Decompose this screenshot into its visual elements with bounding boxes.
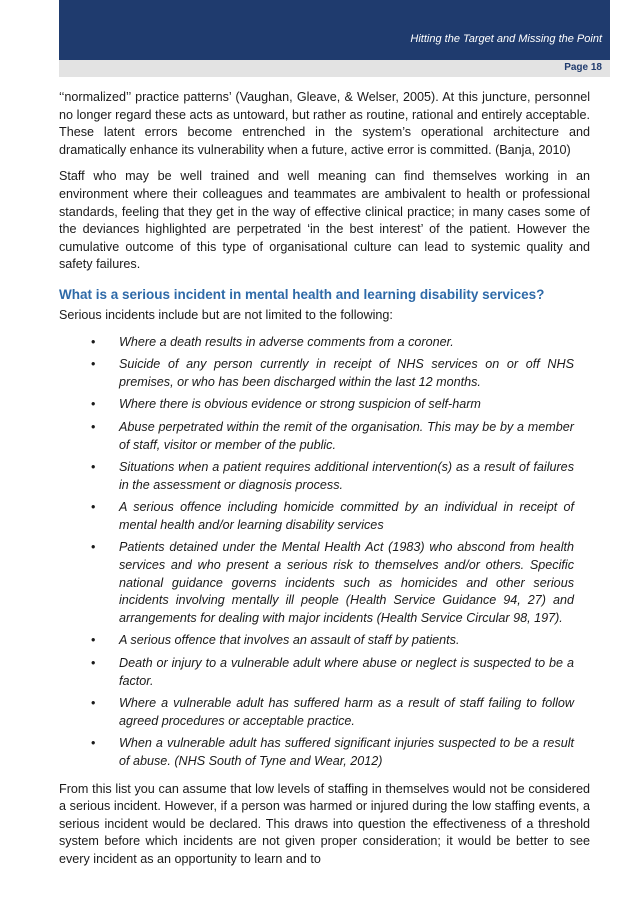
list-item-text: Patients detained under the Mental Health Act (1983) who abscond from health services and who present a serious risk to themselves and/or others. Specific national guidance governs incidents such as homicides and other serious incidents involving mentally ill people (Health Service Guidance 94, 27) and arrangements for dealing with major incidents (Health Service Circular 98, 197). (119, 540, 574, 625)
list-item-text: Where a vulnerable adult has suffered harm as a result of staff failing to follow agreed procedures or acceptable practice. (119, 696, 574, 728)
section-heading: What is a serious incident in mental health and learning disability services? (59, 286, 545, 302)
list-item (59, 419, 590, 454)
list-item (59, 655, 590, 690)
incident-list (59, 334, 590, 771)
list-item-text: Death or injury to a vulnerable adult where abuse or neglect is suspected to be a factor. (119, 656, 574, 688)
list-item-text: When a vulnerable adult has suffered significant injuries suspected to be a result of abuse. (NHS South of Tyne and Wear, 2012) (119, 736, 574, 768)
bullet-icon: • (91, 334, 96, 349)
list-item (59, 334, 590, 352)
list-item-text: Situations when a patient requires additional intervention(s) as a result of failures in the assessment or diagnosis process. (119, 460, 574, 492)
list-item (59, 356, 590, 391)
list-item-text: Where a death results in adverse comments from a coroner. (119, 334, 454, 349)
section-intro: Serious incidents include but are not limited to the following: (59, 307, 393, 322)
bullet-icon: • (91, 656, 96, 671)
page-content (59, 89, 590, 878)
list-item (59, 459, 590, 494)
list-item-text: Where there is obvious evidence or strong suspicion of self-harm (119, 397, 481, 412)
header-bar (59, 0, 610, 60)
page-number-bar (59, 60, 610, 77)
bullet-icon: • (91, 736, 96, 751)
paragraph: ‘‘normalized’’ practice patterns’ (Vaughan, Gleave, & Welser, 2005). At this juncture, personnel no longer regard these acts as untoward, but rather as routine, rational and entirely acceptable. These latent errors become entrenched in the system’s operational architecture and dramatically enhance its vulnerability when a future, active error is committed. (Banja, 2010) (59, 90, 590, 157)
page-number: Page 18 (564, 62, 602, 73)
list-item (59, 735, 590, 770)
list-item-text: A serious offence including homicide committed by an individual in receipt of mental health and/or learning disability services (119, 500, 574, 532)
list-item (59, 695, 590, 730)
document-title: Hitting the Target and Missing the Point (410, 33, 602, 45)
closing-paragraph: From this list you can assume that low levels of staffing in themselves would not be considered a serious incident. However, if a person was harmed or injured during the low staffing events, a serious incident would be declared. This draws into question the effectiveness of a threshold system before which incidents are not given proper consideration; it would be better to see every incident as an opportunity to learn and to (59, 781, 590, 866)
list-item-text: Abuse perpetrated within the remit of the organisation. This may be by a member of staff, visitor or member of the public. (119, 419, 574, 452)
list-item-text: Suicide of any person currently in receipt of NHS services on or off NHS premises, or who has been discharged within the last 12 months. (119, 357, 574, 389)
list-item (59, 632, 590, 650)
bullet-icon: • (91, 419, 96, 434)
bullet-icon: • (91, 633, 96, 648)
bullet-icon: • (91, 696, 96, 711)
bullet-icon: • (91, 397, 96, 412)
bullet-icon: • (91, 540, 96, 555)
bullet-icon: • (91, 357, 96, 372)
list-item (59, 499, 590, 534)
list-item (59, 539, 590, 627)
bullet-icon: • (91, 500, 96, 515)
bullet-icon: • (91, 460, 96, 475)
paragraph: Staff who may be well trained and well meaning can find themselves working in an environment where their colleagues and teammates are ambivalent to health or professional standards, feeling that they get in the way of effective clinical practice; in many cases some of the deviances highlighted are perpetrated ‘in the best interest’ of the patient. However the cumulative outcome of this type of organisational culture can lead to systemic quality and safety failures. (59, 169, 590, 272)
list-item (59, 396, 590, 414)
list-item-text: A serious offence that involves an assault of staff by patients. (119, 633, 460, 648)
